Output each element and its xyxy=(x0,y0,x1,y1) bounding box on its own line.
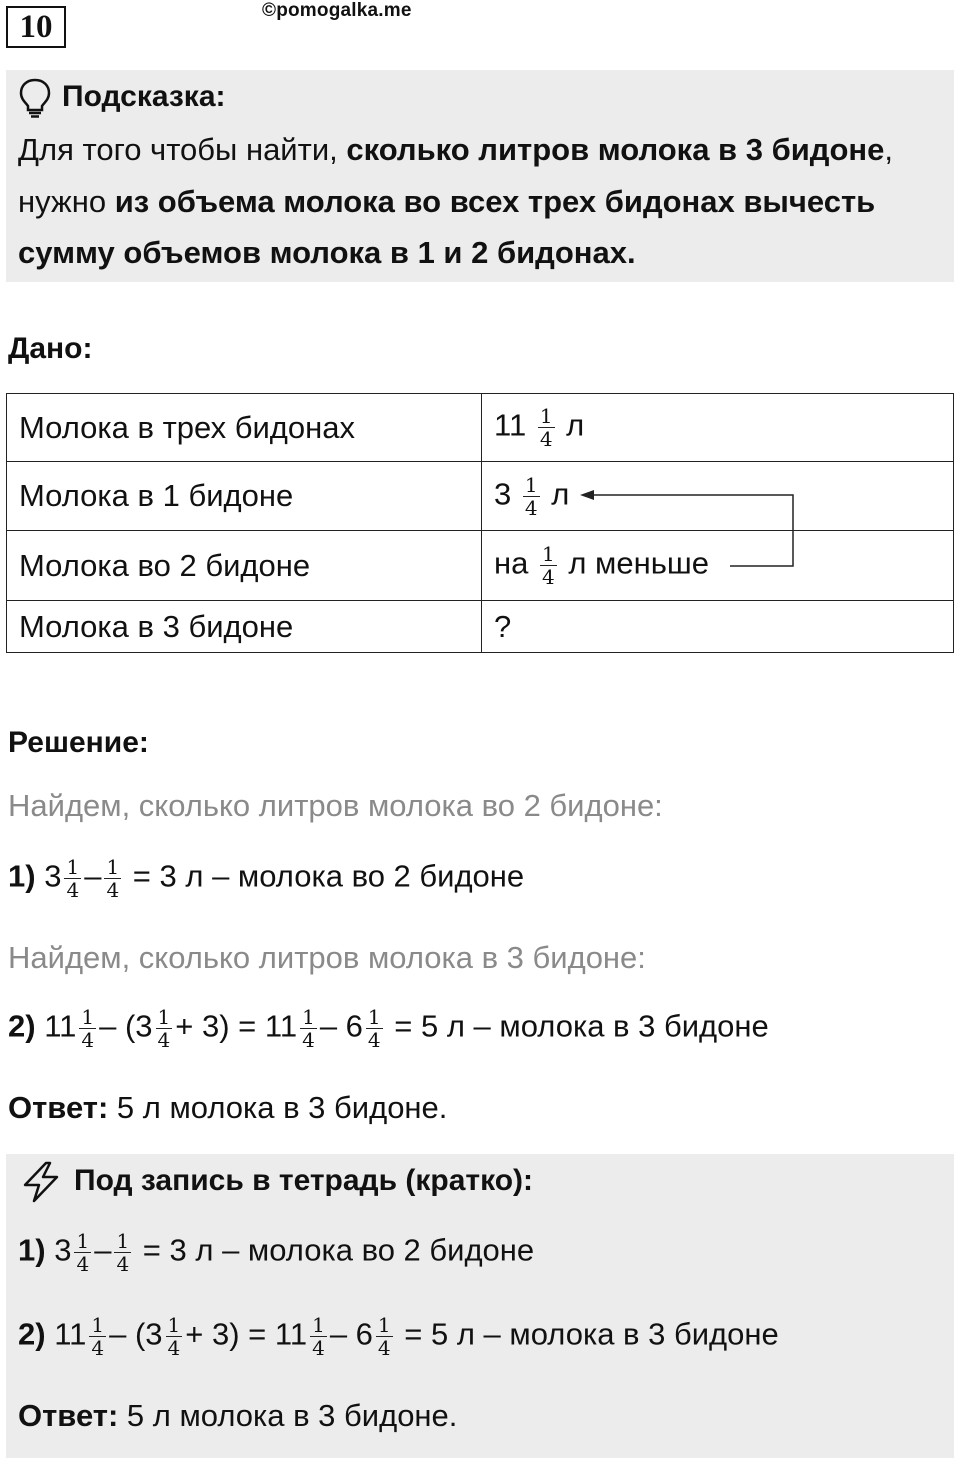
given-label: Молока во 2 бидоне xyxy=(7,531,482,601)
given-label: Молока в 1 бидоне xyxy=(7,462,482,531)
table-row xyxy=(7,531,954,601)
table-row xyxy=(7,601,954,653)
lightning-icon xyxy=(20,1160,62,1204)
step1-comment: Найдем, сколько литров молока во 2 бидоне: xyxy=(8,788,663,823)
table-row xyxy=(7,462,954,531)
task-number: 10 xyxy=(6,6,66,48)
step1-expression: 1) 3 $\frac{1}{4}$ – $\frac{1}{4}$ = 3 л – молока во 2 бидоне xyxy=(8,855,525,902)
notebook-title: Под запись в тетрадь (кратко): xyxy=(74,1164,534,1197)
table-row xyxy=(7,394,954,462)
given-table xyxy=(6,393,954,653)
step2-expression: 2) 11 $\frac{1}{4}$ – (3 $\frac{1}{4}$ + 3) = 11 $\frac{1}{4}$ – 6 $\frac{1}{4}$ = 5 л – молока в 3 бидоне xyxy=(8,1005,769,1052)
relation-arrow xyxy=(560,480,810,580)
given-value: 3 $\frac{1}{4}$ л xyxy=(482,462,954,531)
answer: Ответ: 5 л молока в 3 бидоне. xyxy=(8,1090,448,1125)
hint-line-2: нужно из объема молока во всех трех бидонах вычесть xyxy=(18,184,876,219)
lightbulb-icon xyxy=(18,78,52,118)
given-value: на $\frac{1}{4}$ л меньше xyxy=(482,531,954,601)
given-title: Дано: xyxy=(8,332,93,365)
step2-comment: Найдем, сколько литров молока в 3 бидоне: xyxy=(8,940,646,975)
notebook-step2: 2) 11 $\frac{1}{4}$ – (3 $\frac{1}{4}$ + 3) = 11 $\frac{1}{4}$ – 6 $\frac{1}{4}$ = 5 л – молока в 3 бидоне xyxy=(18,1313,779,1360)
hint-title: Подсказка: xyxy=(62,80,226,113)
given-label: Молока в 3 бидоне xyxy=(7,601,482,653)
given-value: 11 $\frac{1}{4}$ л xyxy=(482,394,954,462)
given-label: Молока в трех бидонах xyxy=(7,394,482,462)
hint-line-3: сумму объемов молока в 1 и 2 бидонах. xyxy=(18,235,636,270)
hint-line-1: Для того чтобы найти, сколько литров молока в 3 бидоне, xyxy=(18,132,893,167)
notebook-answer: Ответ: 5 л молока в 3 бидоне. xyxy=(18,1398,458,1433)
notebook-step1: 1) 3 $\frac{1}{4}$ – $\frac{1}{4}$ = 3 л – молока во 2 бидоне xyxy=(18,1229,535,1276)
site-watermark: ©pomogalka.me xyxy=(262,0,412,21)
given-value: ? xyxy=(482,601,954,653)
solution-title: Решение: xyxy=(8,726,149,759)
